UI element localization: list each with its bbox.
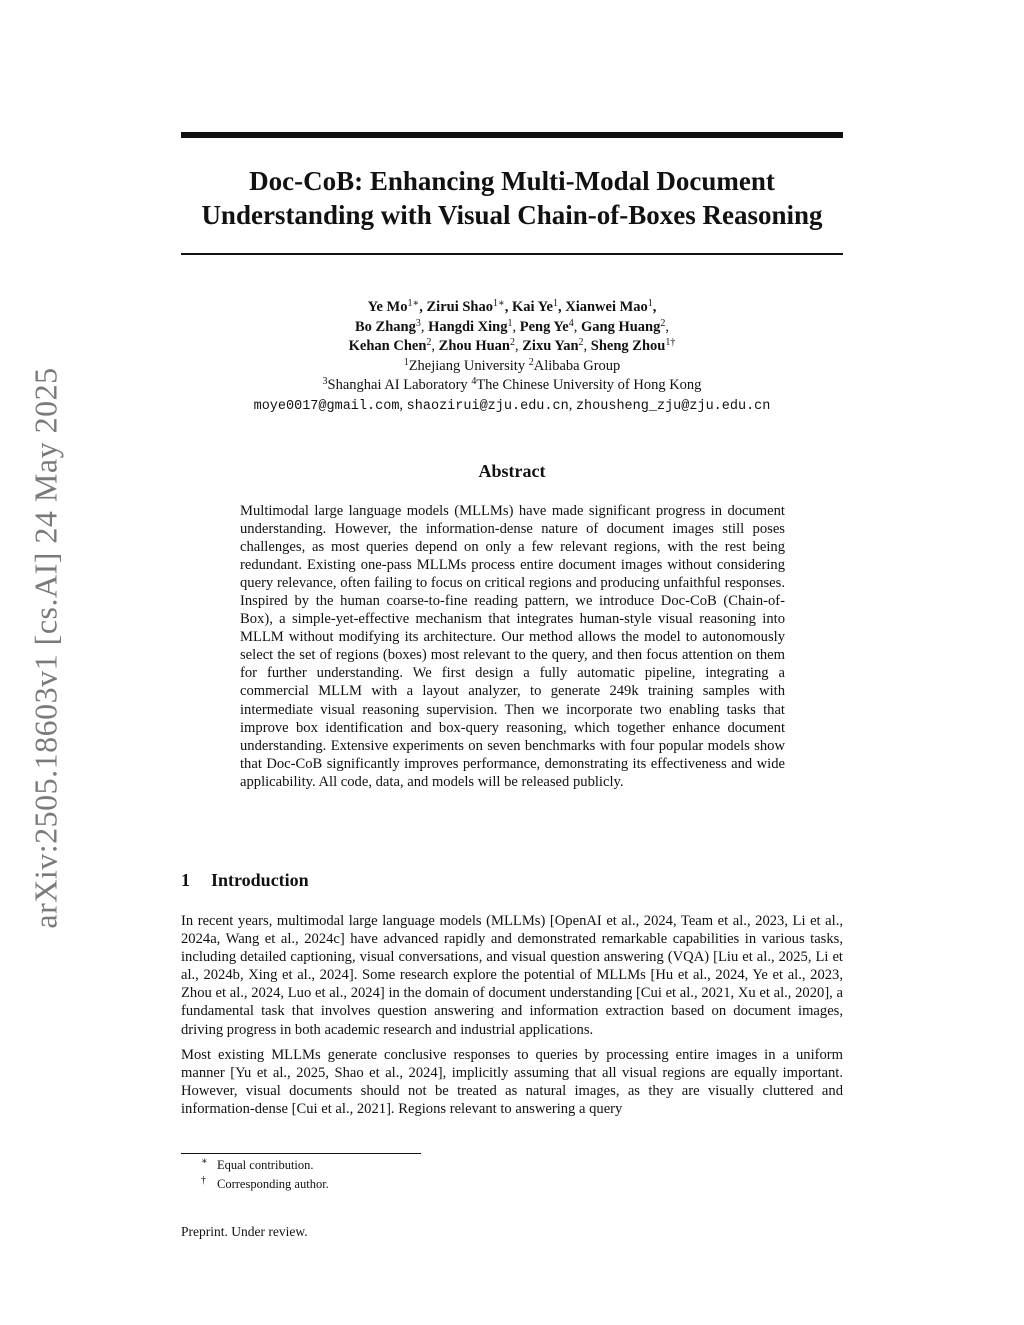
email-line: moye0017@gmail.com, shaozirui@zju.edu.cn, zhousheng_zju@zju.edu.cn <box>253 396 771 414</box>
footnotes <box>181 1156 329 1193</box>
paper-title <box>181 164 843 232</box>
author-name: Sheng Zhou <box>590 338 666 354</box>
paragraph: Most existing MLLMs generate conclusive responses to queries by processing entire images in a uniform manner [Yu et al., 2025, Shao et al., 2024], implicitly assuming that all visual regions are equally important. However, visual documents should not be treated as natural images, as they are visually cluttered and information-dense [Cui et al., 2021]. Regions relevant to answering a query <box>181 1046 843 1117</box>
author-sup: 1 <box>552 298 558 309</box>
author-sup: 1 <box>647 298 653 309</box>
affiliation-sup: 4 <box>471 376 477 387</box>
title-rule-bottom <box>181 253 843 255</box>
affiliation-name: The Chinese University of Hong Kong <box>476 377 702 393</box>
section-heading <box>181 870 309 891</box>
author-name: Bo Zhang <box>355 318 416 335</box>
author-line-2: Bo Zhang$^3$, Hangdi Xing$^1$, Peng Ye$^4$, Gang Huang$^2$, <box>355 317 669 335</box>
author-sup: 2 <box>660 317 666 329</box>
author-name: Peng Ye <box>519 318 569 335</box>
footnote-mark: † <box>201 1174 206 1186</box>
author-sup: 1 <box>507 317 513 329</box>
author-line-1: Ye $Mo^{1∗}$, Zirui Shao$^{1∗}$, Kai Ye$^1$, Xianwei Mao$^1$, <box>367 298 657 315</box>
affiliation-name: Zhejiang University <box>408 357 526 374</box>
footnote-text: Equal contribution. <box>217 1158 314 1172</box>
affiliation-sup: 1 <box>403 356 409 368</box>
footnote-text: Corresponding author. <box>217 1176 329 1191</box>
author-name: Zhou Huan <box>438 338 510 354</box>
author-name: Xianwei Mao <box>565 299 648 315</box>
author-sup: 2 <box>510 337 515 348</box>
title-line-2: Understanding with Visual Chain-of-Boxes Reasoning <box>201 200 823 230</box>
footnote-mark: ∗ <box>201 1156 208 1167</box>
email-link[interactable]: zhousheng_zju@zju.edu.cn <box>575 398 771 414</box>
author-name: Kehan Chen <box>348 338 427 354</box>
section-title: Introduction <box>211 870 309 890</box>
affiliation-sup: 2 <box>528 356 534 368</box>
author-name: Zirui Shao <box>426 299 493 315</box>
paragraph: In recent years, multimodal large language models (MLLMs) [OpenAI et al., 2024, Team et al., 2023, Li et al., 2024a, Wang et al., 2024c] have advanced rapidly and demonstrated remarkable capabilities in various tasks, including detailed captioning, visual conversations, and visual question answering (VQA) [Liu et al., 2025, Li et al., 2024b, Xing et al., 2024]. Some research explore the potential of MLLMs [Hu et al., 2024, Ye et al., 2023, Zhou et al., 2024, Luo et al., 2024] in the domain of document understanding [Cui et al., 2021, Xu et al., 2020], a fundamental task that involves question answering and information extraction based on document images, driving progress in both academic research and industrial applications. <box>181 913 843 1038</box>
author-block <box>181 298 843 416</box>
author-line-3: Kehan Chen$^2$, Zhou Huan$^2$, Zixu Yan$^2$, Sheng Zhou$^{1\dagger}$ <box>348 337 676 354</box>
title-rule-top <box>181 132 843 138</box>
section-number: 1 <box>181 870 190 890</box>
affiliation-name: Shanghai AI Laboratory <box>327 377 468 393</box>
affiliation-sup: 3 <box>322 376 328 387</box>
author-name: Zixu Yan <box>522 338 579 354</box>
author-name: Ye Mo <box>367 299 408 315</box>
affiliation-line-1 <box>181 357 843 377</box>
author-sup: 3 <box>415 317 421 329</box>
author-sup: 4 <box>568 317 574 329</box>
author-sup: 1† <box>665 337 676 348</box>
title-line-1: Doc-CoB: Enhancing Multi-Modal Document <box>249 166 775 196</box>
author-sup: 1∗ <box>492 298 505 309</box>
email-link[interactable]: shaozirui@zju.edu.cn <box>406 398 569 414</box>
email-link[interactable]: moye0017@gmail.com <box>253 398 400 414</box>
preprint-note: Preprint. Under review. <box>181 1224 308 1239</box>
author-name: Kai Ye <box>512 299 553 315</box>
author-name: Gang Huang <box>580 318 661 335</box>
author-name: Hangdi Xing <box>428 318 508 335</box>
author-sup: 2 <box>426 337 432 348</box>
arxiv-stamp: arXiv:2505.18603v1 [cs.AI] 24 May 2025 <box>27 367 64 929</box>
abstract-heading: Abstract <box>478 461 546 481</box>
footnote-rule <box>181 1153 421 1154</box>
footnote <box>181 1175 329 1194</box>
author-sup: 1∗ <box>407 298 420 309</box>
affiliation-line-2 <box>181 376 843 396</box>
affiliation-name: Alibaba Group <box>533 357 621 374</box>
introduction-body <box>181 912 843 1125</box>
abstract-text: Multimodal large language models (MLLMs) have made significant progress in document understanding. However, the information-dense nature of document images still poses challenges, as most queries depend on only a few relevant regions, with the rest being redundant. Existing one-pass MLLMs process entire document images without considering query relevance, often failing to focus on critical regions and producing unfaithful responses. Inspired by the human coarse-to-fine reading pattern, we introduce Doc-CoB (Chain-of-Box), a simple-yet-effective mechanism that integrates human-style visual reasoning into MLLM without modifying its architecture. Our method allows the model to autonomously select the set of regions (boxes) most relevant to the query, and then focus attention on them for further understanding. We first design a fully automatic pipeline, integrating a commercial MLLM with a layout analyzer, to generate 249k training samples with intermediate visual reasoning supervision. Then we incorporate two enabling tasks that improve box identification and box-query reasoning, which together enhance document understanding. Extensive experiments on seven benchmarks with four popular models show that Doc-CoB significantly improves performance, demonstrating its effectiveness and wide applicability. All code, data, and models will be released publicly. <box>240 503 785 790</box>
author-sup: 2 <box>578 337 584 348</box>
